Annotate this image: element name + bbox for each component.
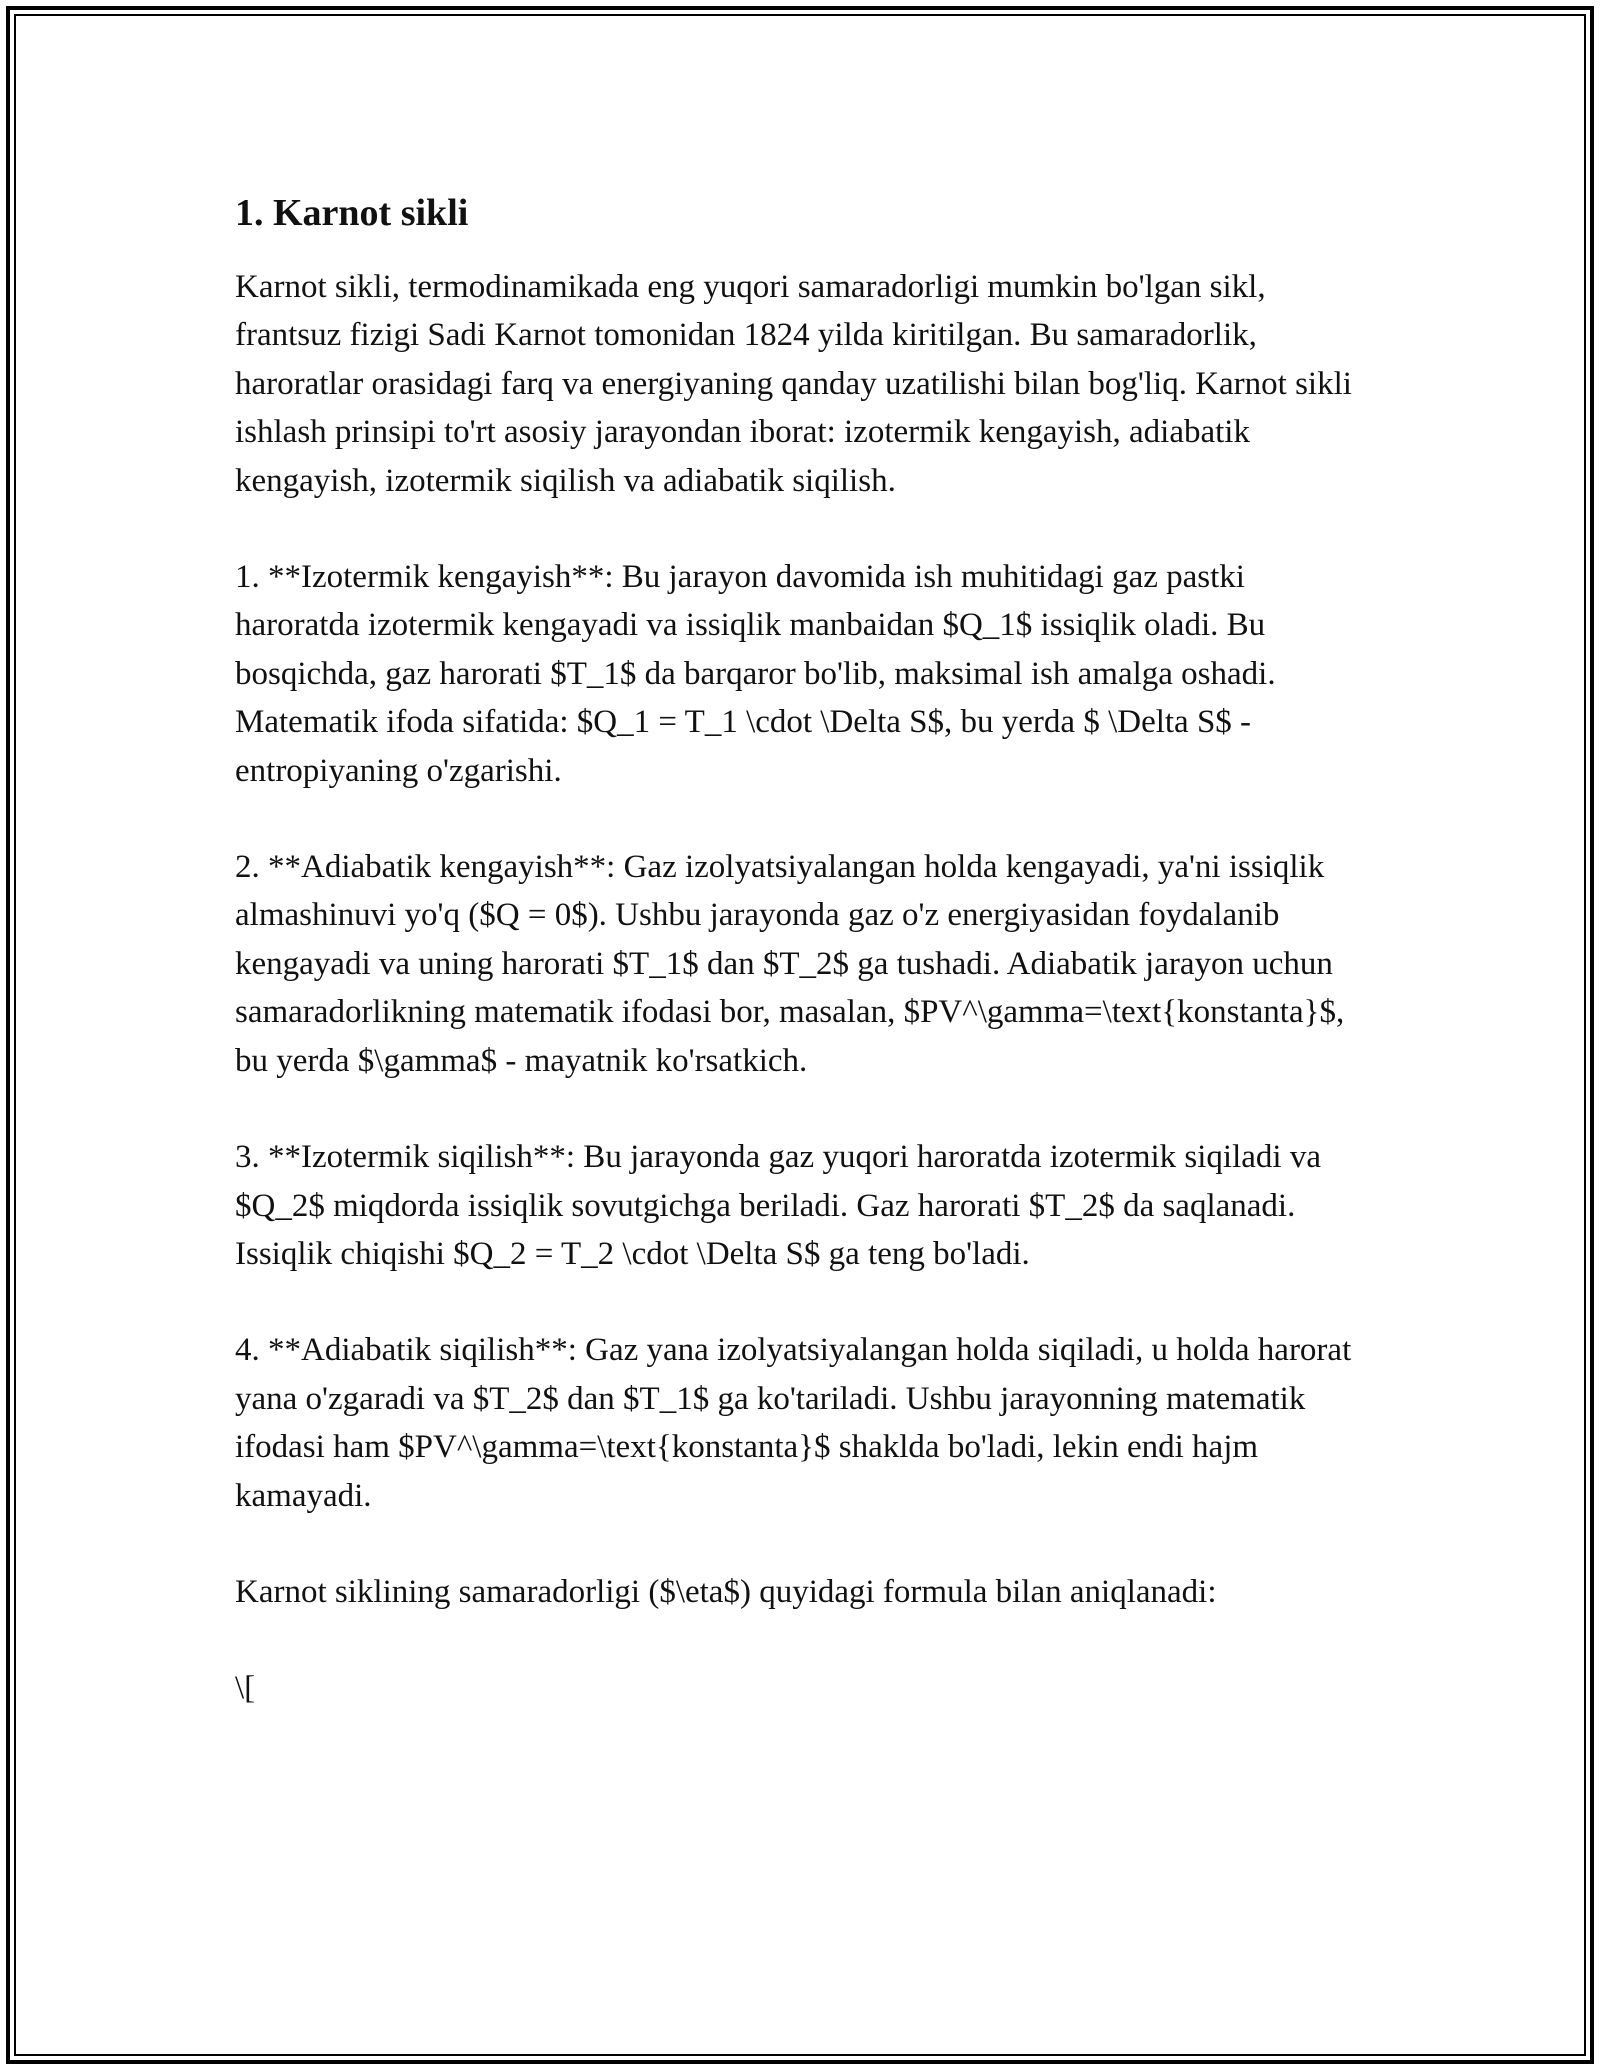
step-4-paragraph: 4. **Adiabatik siqilish**: Gaz yana izolyatsiyalangan holda siqiladi, u holda harorat yana o'zgaradi va $T_2$ dan $T_1$ ga ko'tariladi. Ushbu jarayonning matematik ifodasi ham $PV^\gamma=\text{konstanta}$ shaklda bo'ladi, lekin endi hajm kamayadi. xyxy=(235,1332,1352,1514)
intro-paragraph: Karnot sikli, termodinamikada eng yuqori samaradorligi mumkin bo'lgan sikl, frantsuz fizigi Sadi Karnot tomonidan 1824 yilda kiritilgan. Bu samaradorlik, haroratlar orasidagi farq va energiyaning qanday uzatilishi bilan bog'liq. Karnot sikli ishlash prinsipi to'rt asosiy jarayondan iborat: izotermik kengayish, adiabatik kengayish, izotermik siqilish va adiabatik siqilish. xyxy=(235,269,1352,499)
document-body xyxy=(235,185,1375,1761)
step-1-paragraph: 1. **Izotermik kengayish**: Bu jarayon davomida ish muhitidagi gaz pastki haroratda izotermik kengayadi va issiqlik manbaidan $Q_1$ issiqlik oladi. Bu bosqichda, gaz harorati $T_1$ da barqaror bo'lib, maksimal ish amalga oshadi. Matematik ifoda sifatida: $Q_1 = T_1 \cdot \Delta S$, bu yerda $ \Delta S$ - entropiyaning o'zgarishi. xyxy=(235,559,1276,789)
section-heading: 1. Karnot sikli xyxy=(235,192,469,234)
step-3-paragraph: 3. **Izotermik siqilish**: Bu jarayonda gaz yuqori haroratda izotermik siqiladi va $Q_2$ miqdorda issiqlik sovutgichga beriladi. Gaz harorati $T_2$ da saqlanadi. Issiqlik chiqishi $Q_2 = T_2 \cdot \Delta S$ ga teng bo'ladi. xyxy=(235,1139,1321,1272)
formula-start: \[ xyxy=(235,1670,256,1707)
step-2-paragraph: 2. **Adiabatik kengayish**: Gaz izolyatsiyalangan holda kengayadi, ya'ni issiqlik almashinuvi yo'q ($Q = 0$). Ushbu jarayonda gaz o'z energiyasidan foydalanib kengayadi va uning harorati $T_1$ dan $T_2$ ga tushadi. Adiabatik jarayon uchun samaradorlikning matematik ifodasi bor, masalan, $PV^\gamma=\text{konstanta}$, bu yerda $\gamma$ - mayatnik ko'rsatkich. xyxy=(235,849,1345,1079)
efficiency-intro-paragraph: Karnot siklining samaradorligi ($\eta$) quyidagi formula bilan aniqlanadi: xyxy=(235,1573,1217,1610)
